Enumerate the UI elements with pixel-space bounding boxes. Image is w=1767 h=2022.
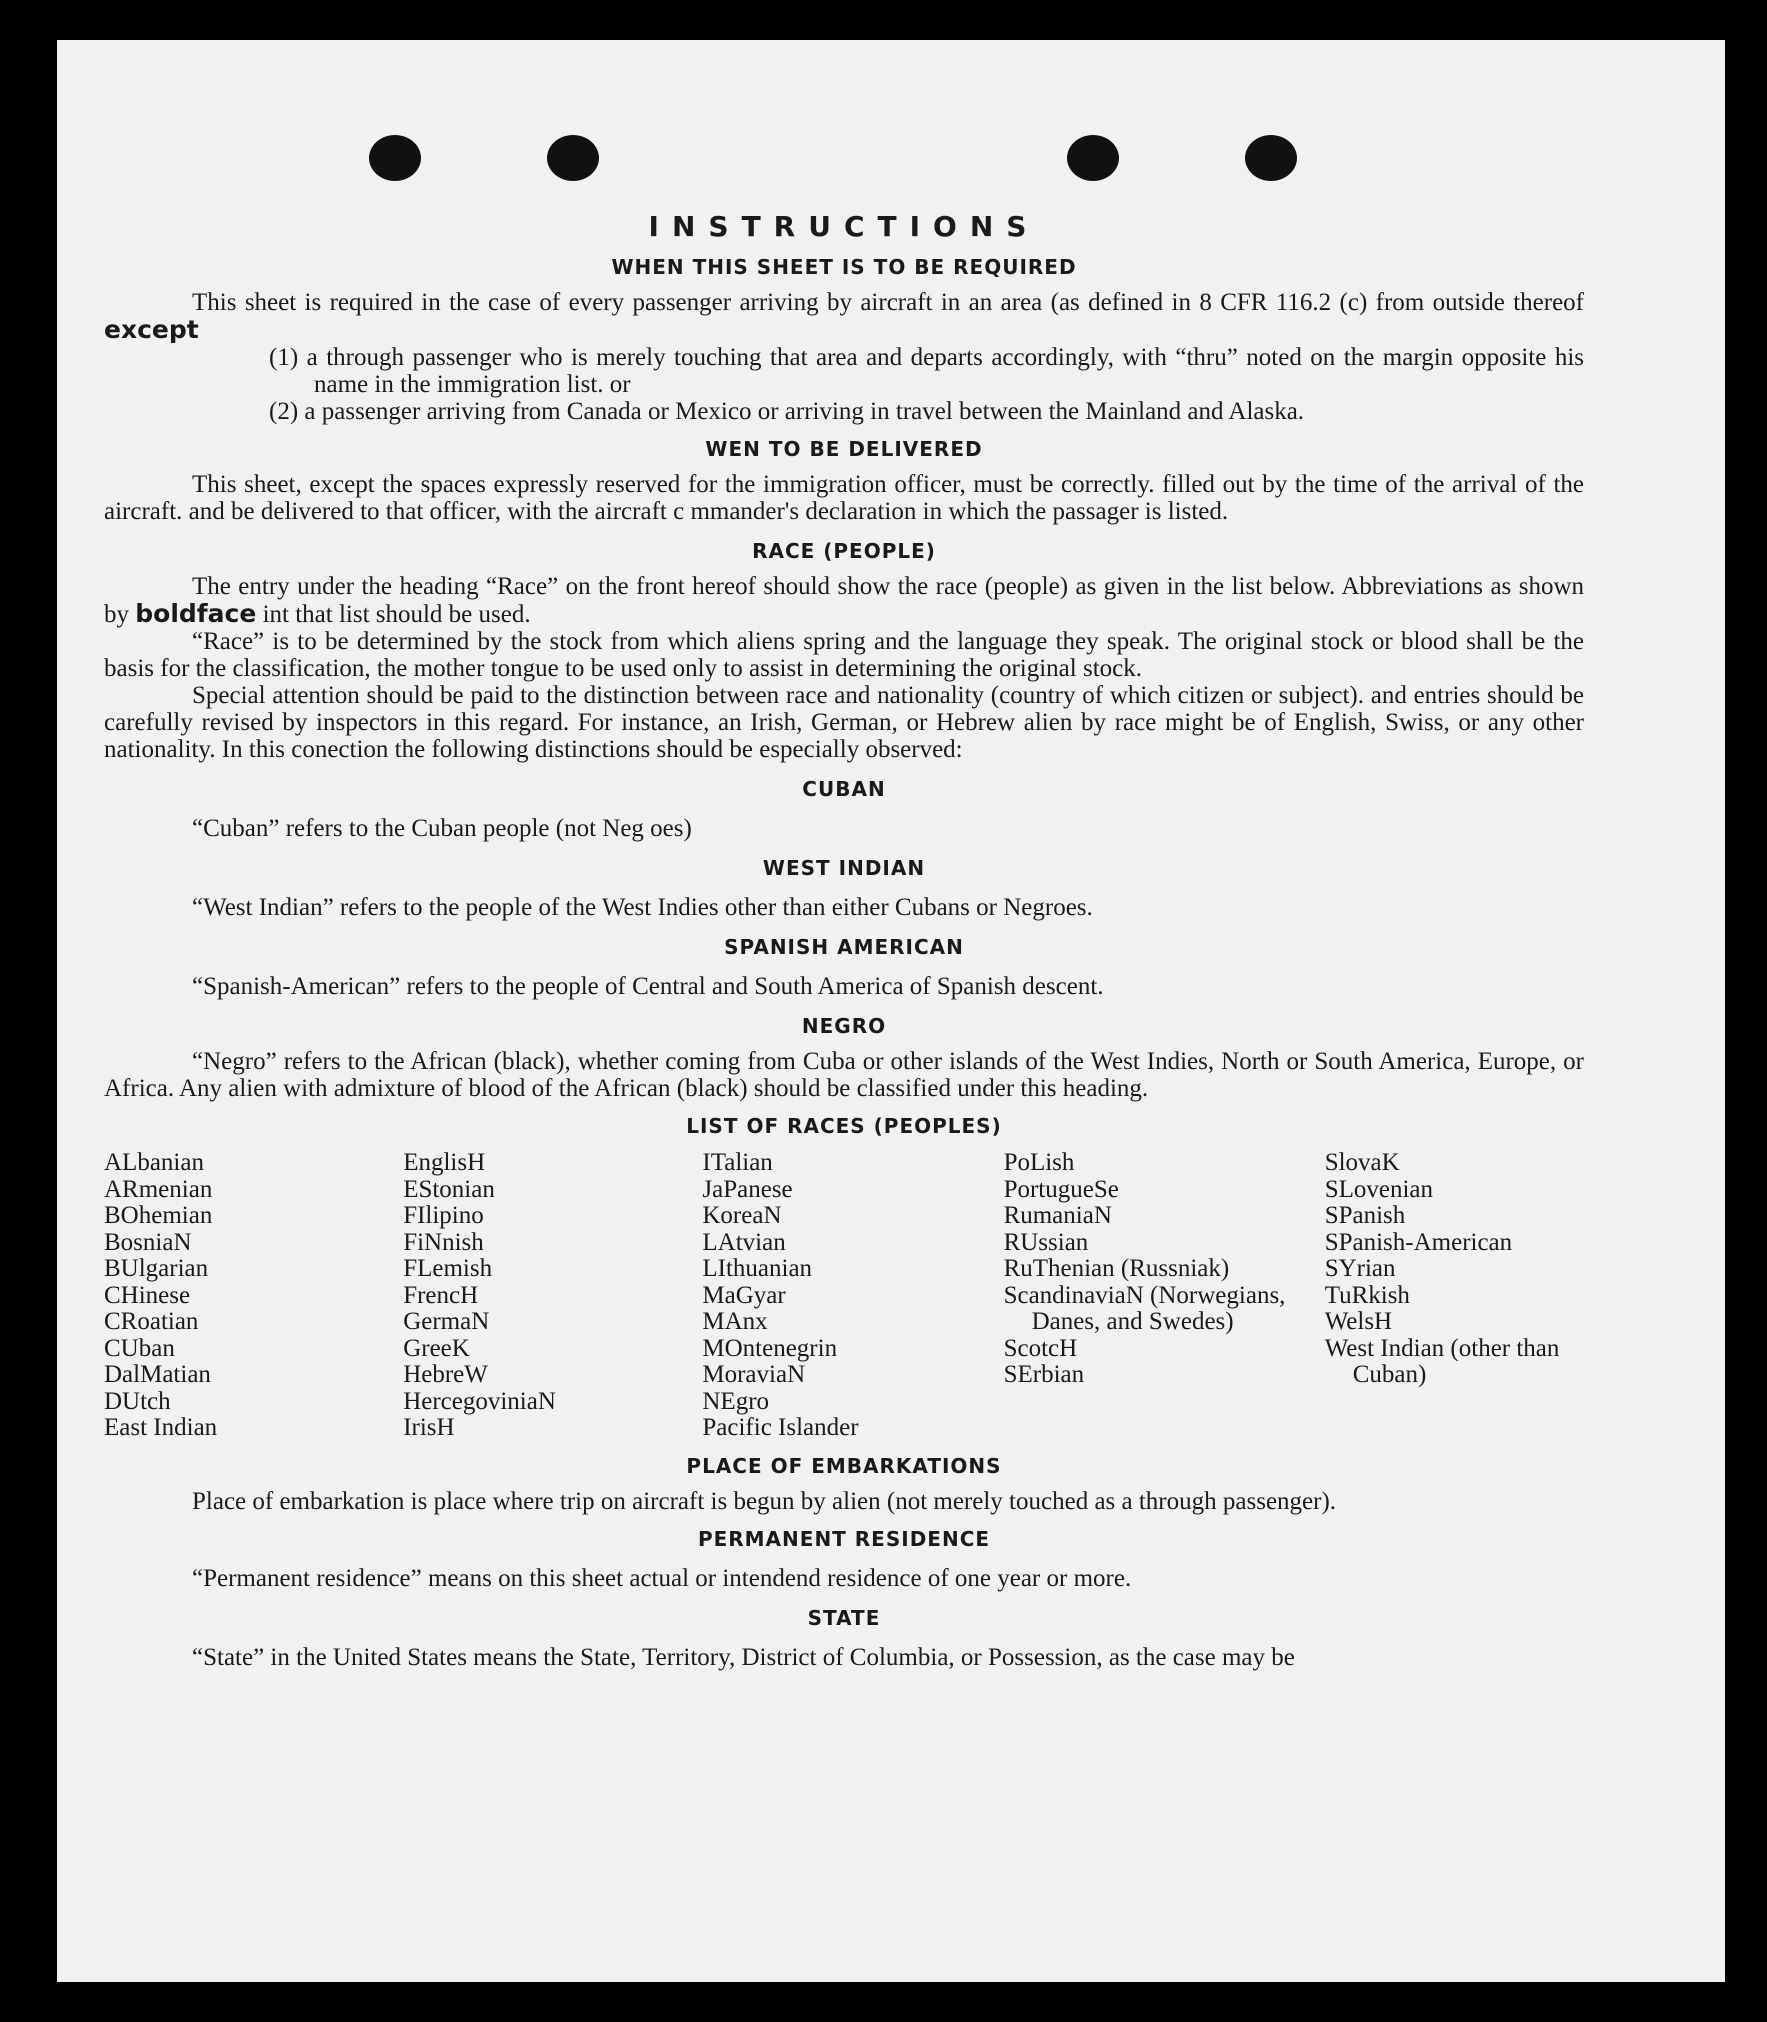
- heading-state: STATE: [807, 1605, 881, 1630]
- heading-list-of-races: LIST OF RACES (PEOPLES): [686, 1114, 1002, 1138]
- list-item: MOntenegrin: [702, 1334, 838, 1362]
- list-item: ScandinaviaN (Norwegians, Danes, and Swedes): [1003, 1281, 1286, 1335]
- list-item: West Indian (other than Cuban): [1324, 1334, 1560, 1388]
- list-item: DUtch: [104, 1387, 171, 1415]
- heading-west-indian: WEST INDIAN: [762, 856, 926, 880]
- list-item: FIlipino: [403, 1202, 484, 1229]
- list-item: ARmenian: [104, 1175, 213, 1203]
- list-item: LIthuanian: [702, 1255, 813, 1282]
- list-item: ScotcH: [1003, 1334, 1078, 1362]
- required-item-2: (2) a passenger arriving from Canada or Mexico or arriving in travel between the Mainland and Alaska.: [269, 398, 1305, 425]
- races-column-4: [1004, 1150, 1325, 1442]
- list-item: GermaN: [403, 1308, 490, 1335]
- heading-required: WHEN THIS SHEET IS TO BE REQUIRED: [611, 255, 1077, 279]
- list-item: SlovaK: [1324, 1149, 1400, 1176]
- list-item: LAtvian: [702, 1228, 786, 1256]
- list-item: BosniaN: [104, 1228, 192, 1256]
- list-item: PortugueSe: [1003, 1175, 1119, 1203]
- cuban-text: “Cuban” refers to the Cuban people (not Neg oes): [192, 815, 692, 842]
- heading-permanent-residence: PERMANENT RESIDENCE: [697, 1526, 991, 1551]
- page-title: INSTRUCTIONS: [648, 210, 1040, 243]
- list-item: KoreaN: [702, 1202, 782, 1229]
- list-item: GreeK: [403, 1334, 470, 1362]
- list-item: RumaniaN: [1003, 1202, 1112, 1229]
- heading-delivered: WEN TO BE DELIVERED: [705, 437, 983, 461]
- list-item: EStonian: [403, 1175, 495, 1203]
- residence-text: “Permanent residence” means on this sheet actual or intendend residence of one year or more.: [192, 1564, 1132, 1592]
- list-item: TuRkish: [1324, 1281, 1410, 1309]
- list-item: HebreW: [403, 1361, 488, 1388]
- list-item: SYrian: [1324, 1255, 1396, 1282]
- list-item: FiNnish: [403, 1228, 484, 1256]
- races-list: [104, 1150, 1584, 1442]
- list-item: WelsH: [1324, 1308, 1393, 1335]
- race-paragraph-3: Special attention should be paid to the distinction between race and nationality (country of which citizen or subject). and entries should be carefully revised by inspectors in this regard. For instance, an Irish, German, or Hebrew alien by race might be of English, Swiss, or any other nationality. In this conection the following distinctions should be especially observed:: [104, 682, 1584, 763]
- boldface-word: boldface: [135, 599, 257, 628]
- heading-negro: NEGRO: [801, 1014, 887, 1038]
- list-item: HercegoviniaN: [403, 1387, 556, 1415]
- list-item: MoraviaN: [702, 1361, 806, 1388]
- list-item: EnglisH: [403, 1149, 486, 1176]
- list-item: IrisH: [403, 1414, 455, 1441]
- west-indian-text: “West Indian” refers to the people of the West Indies other than either Cubans or Negroes.: [192, 894, 1093, 921]
- heading-embarkation: PLACE OF EMBARKATIONS: [686, 1453, 1002, 1478]
- instructions-body: [104, 175, 1584, 1671]
- except-word: except: [104, 315, 199, 344]
- race-paragraph-1: The entry under the heading “Race” on the front hereof should show the race (people) as given in the list below. Abbreviations as shown by boldface int that list should be used.: [104, 573, 1584, 628]
- heading-race: RACE (PEOPLE): [752, 539, 936, 563]
- state-text: “State” in the United States means the State, Territory, District of Columbia, or Possession, as the case may be: [192, 1643, 1295, 1671]
- list-item: CRoatian: [104, 1308, 199, 1335]
- list-item: NEgro: [702, 1387, 770, 1415]
- list-item: RuThenian (Russniak): [1003, 1255, 1230, 1282]
- list-item: CUban: [104, 1334, 175, 1362]
- list-item: PoLish: [1003, 1149, 1075, 1176]
- list-item: SPanish: [1324, 1202, 1406, 1229]
- list-item: SPanish-American: [1324, 1228, 1513, 1256]
- races-column-5: [1325, 1150, 1584, 1442]
- heading-spanish-american: SPANISH AMERICAN: [724, 935, 964, 959]
- negro-text: “Negro” refers to the African (black), whether coming from Cuba or other islands of the West Indies, North or South America, Europe, or Africa. Any alien with admixture of blood of the African (black) should be classified under this heading.: [104, 1048, 1584, 1102]
- list-item: ITalian: [702, 1149, 773, 1176]
- list-item: SErbian: [1003, 1361, 1085, 1388]
- delivered-text: This sheet, except the spaces expressly reserved for the immigration officer, must be correctly. filled out by the time of the arrival of the aircraft. and be delivered to that officer, with the aircraft c mmander's declaration in which the passager is listed.: [104, 471, 1584, 525]
- list-item: JaPanese: [702, 1175, 793, 1203]
- races-column-1: [104, 1150, 403, 1442]
- list-item: FrencH: [403, 1281, 479, 1309]
- embarkation-text: Place of embarkation is place where trip on aircraft is begun by alien (not merely touched as a through passenger).: [192, 1487, 1337, 1515]
- list-item: SLovenian: [1324, 1175, 1434, 1203]
- list-item: East Indian: [104, 1414, 218, 1441]
- required-item-1: (1) a through passenger who is merely touching that area and departs accordingly, with “thru” noted on the margin opposite his name in the immigration list. or: [269, 344, 1584, 398]
- list-item: MAnx: [702, 1308, 768, 1335]
- spanish-american-text: “Spanish-American” refers to the people of Central and South America of Spanish descent.: [192, 973, 1104, 1000]
- list-item: BOhemian: [104, 1202, 213, 1229]
- list-item: Pacific Islander: [702, 1414, 859, 1441]
- races-column-2: [403, 1150, 702, 1442]
- list-item: ALbanian: [104, 1149, 204, 1176]
- list-item: DalMatian: [104, 1361, 211, 1388]
- list-item: CHinese: [104, 1281, 191, 1309]
- list-item: RUssian: [1003, 1228, 1089, 1256]
- list-item: BUlgarian: [104, 1255, 209, 1282]
- races-column-3: [702, 1150, 1003, 1442]
- race-paragraph-2: “Race” is to be determined by the stock from which aliens spring and the language they speak. The original stock or blood shall be the basis for the classification, the mother tongue to be used only to assist in determining the original stock.: [104, 628, 1584, 682]
- heading-cuban: CUBAN: [802, 777, 886, 801]
- document-sheet: [57, 40, 1725, 1982]
- list-item: FLemish: [403, 1255, 493, 1282]
- required-intro: This sheet is required in the case of every passenger arriving by aircraft in an area (as defined in 8 CFR 116.2 (c) from outside thereof except: [104, 289, 1584, 344]
- list-item: MaGyar: [702, 1281, 786, 1309]
